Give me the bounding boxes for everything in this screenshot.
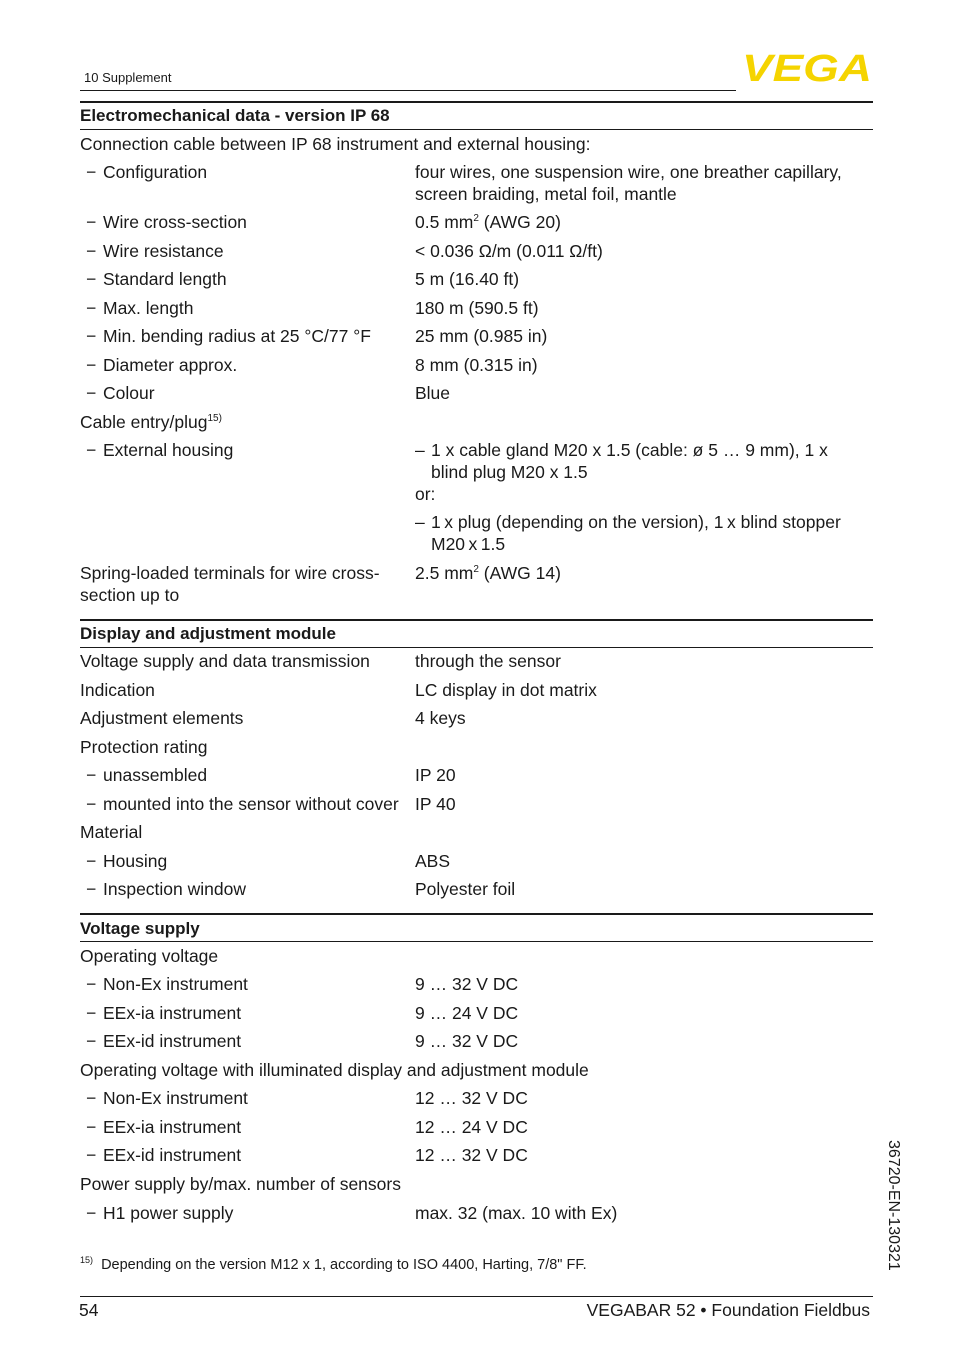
footnote: $^{15)}$ Depending on the version M12 x 1, according to ISO 4400, Harting, 7/8" FF. [80,1255,587,1273]
wire-cross-section-value: 0.5 $mm^2$ (AWG 20) [415,212,561,232]
power-supply-label: Power supply by/max. number of sensors [80,1174,401,1194]
operating-voltage-label: Operating voltage [80,946,219,966]
diameter-value: 8 mm (0.315 in) [415,355,538,375]
adjustment-elements-value: 4 keys [415,708,466,728]
eexid-value: 9 … 32 V DC [415,1031,519,1051]
illum-eexia-value: 12 … 24 V DC [415,1117,528,1137]
h1-power-supply-label: − H1 power supply [86,1203,234,1223]
illum-nonex-label: − Non-Ex instrument [86,1088,248,1108]
colour-value: Blue [415,383,451,403]
bending-radius-label: − Min. bending radius at 25 °C/77 °F [86,326,371,346]
unassembled-value: IP 20 [415,765,456,785]
housing-label: − Housing [86,851,168,871]
spring-terminals-value: 2.5 $mm^2$ (AWG 14) [415,563,561,583]
colour-label: − Colour [86,383,155,403]
section-rule-bottom [80,647,873,648]
wire-cross-section-label: − Wire cross-section [86,212,247,232]
voltage-data-label: Voltage supply and data transmission [80,651,370,671]
mounted-label: − mounted into the sensor without cover [86,794,399,814]
inspection-window-label: − Inspection window [86,879,246,899]
indication-value: LC display in dot matrix [415,680,597,700]
header-rule [80,90,736,91]
wire-resistance-label: − Wire resistance [86,241,224,261]
diameter-label: − Diameter approx. [86,355,238,375]
section-title-voltage-supply: Voltage supply [80,919,200,938]
footer-rule [80,1296,873,1297]
illum-eexid-value: 12 … 32 V DC [415,1145,528,1165]
illum-eexid-label: − EEx-id instrument [86,1145,242,1165]
running-header: 10 Supplement [84,70,172,85]
section-title-electromechanical: Electromechanical data - version IP 68 [80,106,390,125]
protection-rating-label: Protection rating [80,737,208,757]
inspection-window-value: Polyester foil [415,879,516,899]
adjustment-elements-label: Adjustment elements [80,708,244,728]
material-label: Material [80,822,143,842]
illum-eexia-label: − EEx-ia instrument [86,1117,242,1137]
max-length-label: − Max. length [86,298,194,318]
eexia-label: − EEx-ia instrument [86,1003,242,1023]
section-rule-top [80,913,873,915]
wire-resistance-value: < 0.036 Ω/m (0.011 Ω/ft) [415,241,603,261]
h1-power-supply-value: max. 32 (max. 10 with Ex) [415,1203,618,1223]
standard-length-label: − Standard length [86,269,227,289]
eexia-value: 9 … 24 V DC [415,1003,519,1023]
section-rule-top [80,101,873,103]
configuration-label: − Configuration [86,162,208,182]
svg-text:VEGA: VEGA [742,52,872,84]
bending-radius-value: 25 mm (0.985 in) [415,326,548,346]
vega-logo [742,52,874,84]
nonex-value: 9 … 32 V DC [415,974,519,994]
document-title: VEGABAR 52 • Foundation Fieldbus [586,1300,870,1320]
nonex-label: − Non-Ex instrument [86,974,248,994]
external-housing-value: – 1 x cable gland M20 x 1.5 (cable: ø 5 … 9 mm), 1 x blind plug M20 x 1.5 or: – 1 x plug (depending on the version), 1 x blind stopper M20 x 1.5 [415,440,841,554]
mounted-value: IP 40 [415,794,456,814]
housing-value: ABS [415,851,451,871]
cable-entry-label: Cable entry/plug$^{15)}$ [80,412,222,432]
section-rule-bottom [80,941,873,942]
illuminated-voltage-label: Operating voltage with illuminated display and adjustment module [80,1060,589,1080]
page-number: 54 [79,1300,99,1320]
unassembled-label: − unassembled [86,765,208,785]
illum-nonex-value: 12 … 32 V DC [415,1088,528,1108]
spring-terminals-label: Spring-loaded terminals for wire cross- section up to [80,563,380,605]
standard-length-value: 5 m (16.40 ft) [415,269,520,289]
voltage-data-value: through the sensor [415,651,561,671]
eexid-label: − EEx-id instrument [86,1031,242,1051]
indication-label: Indication [80,680,155,700]
max-length-value: 180 m (590.5 ft) [415,298,539,318]
section-rule-top [80,619,873,621]
section-rule-bottom [80,129,873,130]
connection-cable-label: Connection cable between IP 68 instrument and external housing: [80,134,591,154]
document-code: 36720-EN-130321 [885,1140,902,1271]
external-housing-label: − External housing [86,440,234,460]
section-title-display: Display and adjustment module [80,624,336,643]
configuration-value: four wires, one suspension wire, one breather capillary, screen braiding, metal foil, mantle [415,162,842,204]
